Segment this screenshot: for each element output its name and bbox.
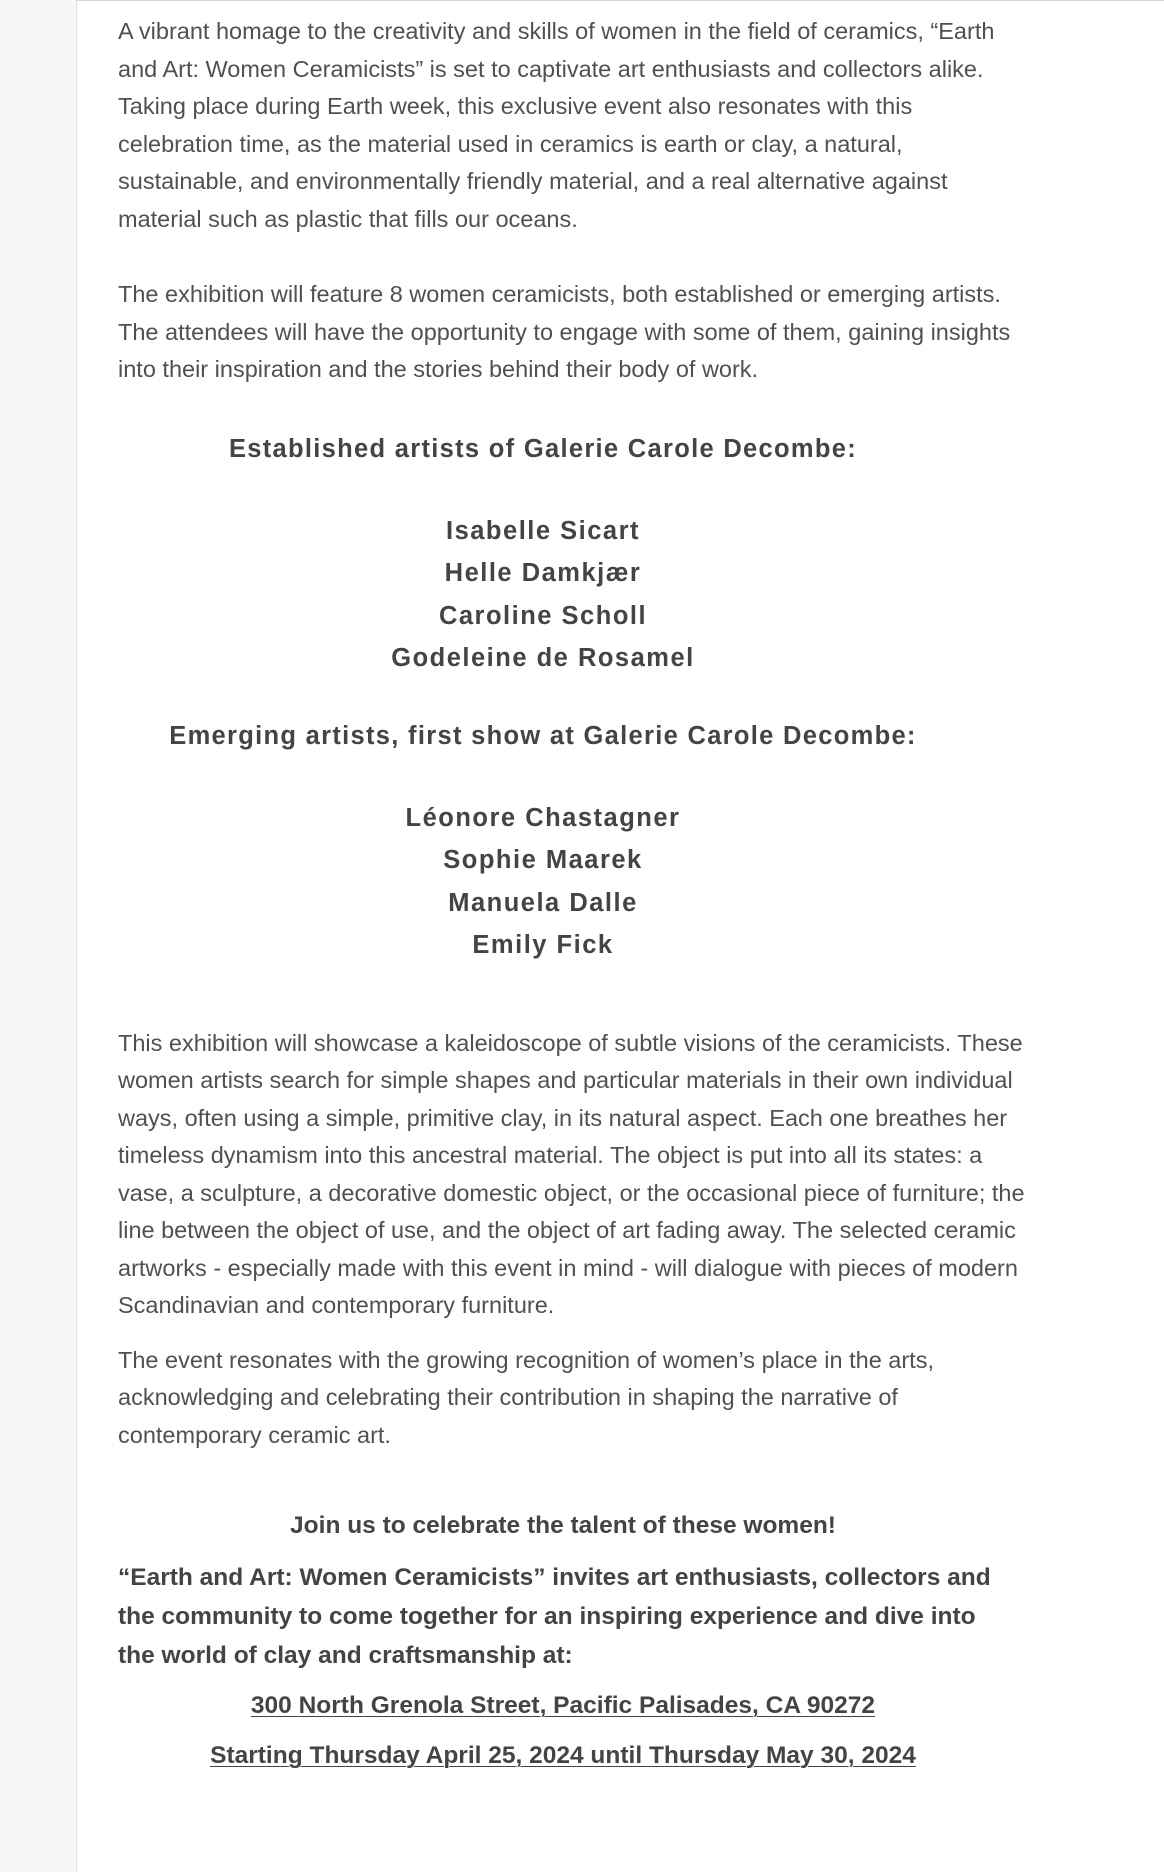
artist-name: Emily Fick: [472, 931, 614, 959]
emerging-artists-list: [118, 797, 968, 967]
dates-line: [118, 1742, 1008, 1770]
join-heading: Join us to celebrate the talent of these women!: [290, 1512, 836, 1539]
artist-name: Léonore Chastagner: [405, 803, 681, 832]
invitation-text: “Earth and Art: Women Ceramicists” invites art enthusiasts, collectors and the community to come together for an inspiring experience and dive into the world of clay and craftsmanship at:: [118, 1564, 991, 1669]
artist-name: Godeleine de Rosamel: [391, 644, 695, 672]
intro-paragraph-2: The exhibition will feature 8 women ceramicists, both established or emerging artists. The attendees will have the opportunity to engage with some of them, gaining insights into their inspiration and the stories behind their body of work.: [118, 281, 1011, 382]
email-body: [76, 0, 1164, 1872]
content-column: [118, 13, 1028, 1770]
artist-name: Manuela Dalle: [448, 888, 638, 917]
intro-paragraph-1: A vibrant homage to the creativity and skills of women in the field of ceramics, “Earth and Art: Women Ceramicists” is set to captivate art enthusiasts and collectors alike. Taking place during Earth week, this exclusive event also resonates with this celebration time, as the material used in ceramics is earth or clay, a natural, sustainable, and environmentally friendly material, and a real alternative against material such as plastic that fills our oceans.: [118, 18, 995, 232]
established-artists-heading: Established artists of Galerie Carole Decombe:: [228, 434, 858, 463]
established-artists-list: [118, 510, 968, 680]
body-paragraph-2: The event resonates with the growing recognition of women’s place in the arts, acknowledging and celebrating their contribution in shaping the narrative of contemporary ceramic art.: [118, 1346, 934, 1448]
artist-name: Caroline Scholl: [438, 601, 648, 630]
address-line: [118, 1692, 1008, 1720]
address-link[interactable]: 300 North Grenola Street, Pacific Palisades, CA 90272: [250, 1692, 876, 1719]
artist-name: Isabelle Sicart: [445, 516, 640, 545]
artist-name: Sophie Maarek: [443, 846, 643, 874]
body-paragraph-1: This exhibition will showcase a kaleidoscope of subtle visions of the ceramicists. These women artists search for simple shapes and particular materials in their own individual ways, often using a simple, primitive clay, in its natural aspect. Each one breathes her timeless dynamism into this ancestral material. The object is put into all its states: a vase, a sculpture, a decorative domestic object, or the occasional piece of furniture; the line between the object of use, and the object of art fading away. The selected ceramic artworks - especially made with this event in mind - will dialogue with pieces of modern Scandinavian and contemporary furniture.: [118, 1029, 1025, 1318]
emerging-artists-heading: Emerging artists, first show at Galerie Carole Decombe:: [169, 721, 917, 750]
dates-link[interactable]: Starting Thursday April 25, 2024 until Thursday May 30, 2024: [210, 1742, 916, 1769]
artist-name: Helle Damkjær: [444, 559, 642, 587]
